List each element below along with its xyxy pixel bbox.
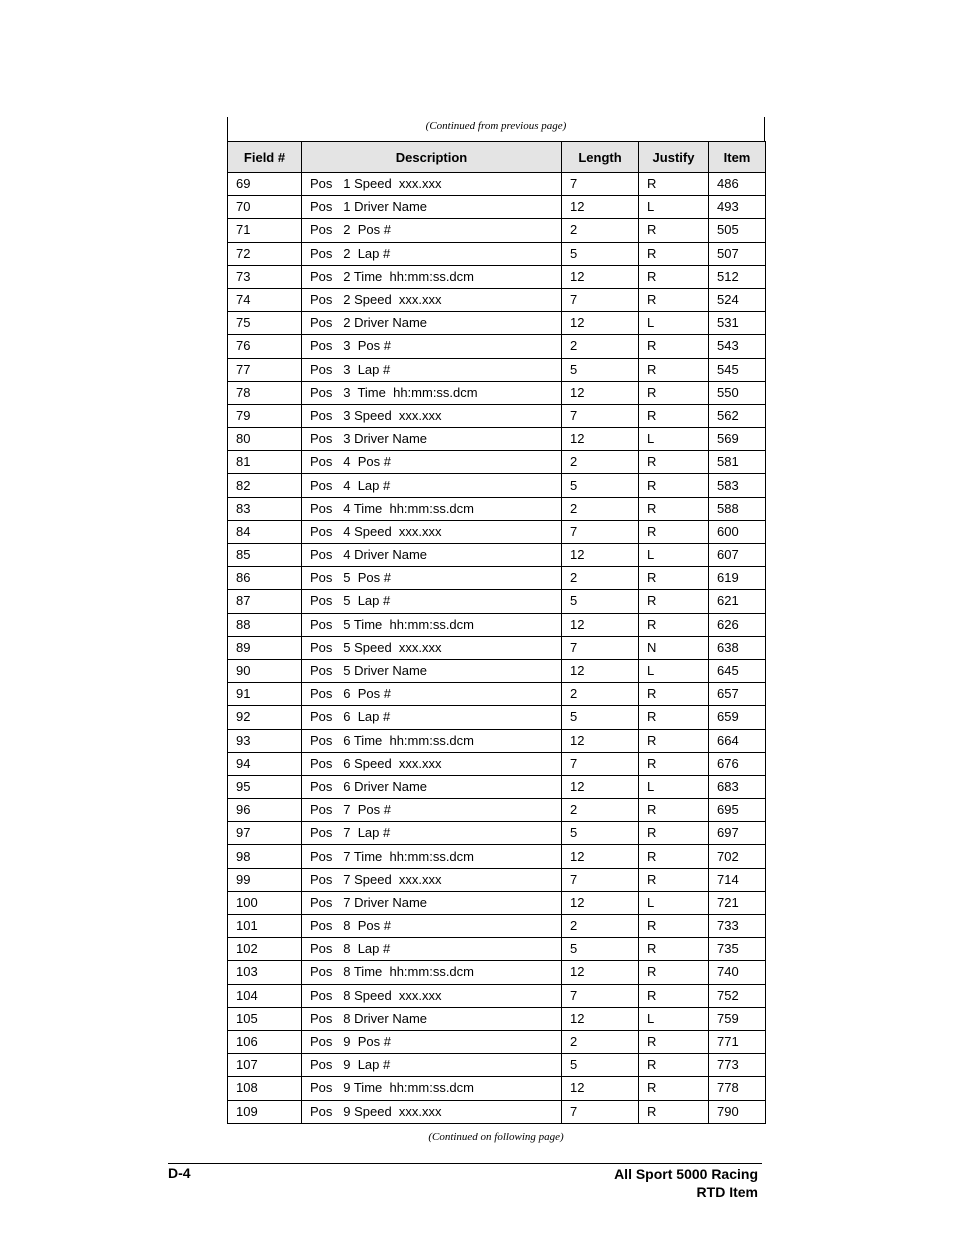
description-cell: Pos 4 Time hh:mm:ss.dcm — [302, 497, 562, 520]
length-cell: 12 — [562, 265, 639, 288]
length-cell: 12 — [562, 613, 639, 636]
length-cell: 2 — [562, 497, 639, 520]
item-cell: 676 — [709, 752, 766, 775]
field-number-cell: 87 — [228, 590, 302, 613]
length-cell: 5 — [562, 706, 639, 729]
continued-top-text: (Continued from previous page) — [425, 120, 567, 132]
description-cell: Pos 8 Lap # — [302, 938, 562, 961]
length-cell: 5 — [562, 358, 639, 381]
length-cell: 12 — [562, 891, 639, 914]
table-row — [228, 938, 766, 961]
item-cell: 550 — [709, 381, 766, 404]
field-number-cell: 76 — [228, 335, 302, 358]
description-cell: Pos 7 Lap # — [302, 822, 562, 845]
item-cell: 733 — [709, 915, 766, 938]
description-cell: Pos 5 Pos # — [302, 567, 562, 590]
description-cell: Pos 8 Pos # — [302, 915, 562, 938]
length-cell: 12 — [562, 1077, 639, 1100]
field-number-cell: 82 — [228, 474, 302, 497]
table-row — [228, 381, 766, 404]
item-cell: 621 — [709, 590, 766, 613]
item-cell: 505 — [709, 219, 766, 242]
justify-cell: L — [639, 1007, 709, 1030]
justify-cell: R — [639, 868, 709, 891]
description-cell: Pos 3 Speed xxx.xxx — [302, 404, 562, 427]
field-number-cell: 70 — [228, 196, 302, 219]
item-cell: 657 — [709, 683, 766, 706]
table-row — [228, 845, 766, 868]
table-row — [228, 659, 766, 682]
description-cell: Pos 7 Driver Name — [302, 891, 562, 914]
field-number-cell: 90 — [228, 659, 302, 682]
justify-cell: R — [639, 590, 709, 613]
justify-cell: R — [639, 752, 709, 775]
table-row — [228, 706, 766, 729]
length-cell: 2 — [562, 567, 639, 590]
table-row — [228, 822, 766, 845]
table-row — [228, 961, 766, 984]
table-row — [228, 520, 766, 543]
description-cell: Pos 8 Time hh:mm:ss.dcm — [302, 961, 562, 984]
field-number-cell: 99 — [228, 868, 302, 891]
table-row — [228, 219, 766, 242]
item-cell: 638 — [709, 636, 766, 659]
field-number-cell: 96 — [228, 799, 302, 822]
description-cell: Pos 5 Driver Name — [302, 659, 562, 682]
table-row — [228, 544, 766, 567]
item-cell: 493 — [709, 196, 766, 219]
item-cell: 524 — [709, 288, 766, 311]
item-cell: 600 — [709, 520, 766, 543]
justify-cell: R — [639, 219, 709, 242]
item-cell: 581 — [709, 451, 766, 474]
length-cell: 7 — [562, 868, 639, 891]
item-cell: 721 — [709, 891, 766, 914]
item-cell: 583 — [709, 474, 766, 497]
length-cell: 7 — [562, 752, 639, 775]
header-item: Item — [709, 142, 766, 173]
justify-cell: R — [639, 1054, 709, 1077]
table-row — [228, 196, 766, 219]
item-cell: 773 — [709, 1054, 766, 1077]
table-row — [228, 1100, 766, 1123]
item-cell: 702 — [709, 845, 766, 868]
field-number-cell: 91 — [228, 683, 302, 706]
justify-cell: R — [639, 683, 709, 706]
item-cell: 759 — [709, 1007, 766, 1030]
item-cell: 569 — [709, 428, 766, 451]
justify-cell: R — [639, 799, 709, 822]
item-cell: 607 — [709, 544, 766, 567]
field-number-cell: 109 — [228, 1100, 302, 1123]
field-number-cell: 92 — [228, 706, 302, 729]
field-number-cell: 86 — [228, 567, 302, 590]
field-number-cell: 94 — [228, 752, 302, 775]
item-cell: 545 — [709, 358, 766, 381]
table-row — [228, 1077, 766, 1100]
length-cell: 7 — [562, 636, 639, 659]
justify-cell: L — [639, 544, 709, 567]
table-row — [228, 799, 766, 822]
description-cell: Pos 2 Time hh:mm:ss.dcm — [302, 265, 562, 288]
field-number-cell: 78 — [228, 381, 302, 404]
field-number-cell: 104 — [228, 984, 302, 1007]
justify-cell: R — [639, 358, 709, 381]
justify-cell: L — [639, 775, 709, 798]
item-cell: 740 — [709, 961, 766, 984]
field-number-cell: 69 — [228, 173, 302, 196]
length-cell: 2 — [562, 1030, 639, 1053]
justify-cell: R — [639, 381, 709, 404]
length-cell: 2 — [562, 799, 639, 822]
justify-cell: L — [639, 891, 709, 914]
field-number-cell: 72 — [228, 242, 302, 265]
field-number-cell: 93 — [228, 729, 302, 752]
continued-on-following-note: (Continued on following page) — [428, 1131, 564, 1143]
description-cell: Pos 2 Speed xxx.xxx — [302, 288, 562, 311]
field-number-cell: 101 — [228, 915, 302, 938]
table-row — [228, 404, 766, 427]
length-cell: 7 — [562, 1100, 639, 1123]
justify-cell: R — [639, 404, 709, 427]
justify-cell: R — [639, 1030, 709, 1053]
length-cell: 7 — [562, 984, 639, 1007]
field-number-cell: 80 — [228, 428, 302, 451]
length-cell: 12 — [562, 1007, 639, 1030]
table-row — [228, 636, 766, 659]
field-number-cell: 103 — [228, 961, 302, 984]
description-cell: Pos 3 Pos # — [302, 335, 562, 358]
continued-from-previous-note — [227, 117, 765, 141]
table-row — [228, 335, 766, 358]
description-cell: Pos 2 Driver Name — [302, 312, 562, 335]
item-cell: 697 — [709, 822, 766, 845]
justify-cell: R — [639, 845, 709, 868]
field-number-cell: 88 — [228, 613, 302, 636]
justify-cell: R — [639, 335, 709, 358]
description-cell: Pos 6 Driver Name — [302, 775, 562, 798]
justify-cell: R — [639, 451, 709, 474]
description-cell: Pos 2 Lap # — [302, 242, 562, 265]
length-cell: 2 — [562, 335, 639, 358]
item-cell: 771 — [709, 1030, 766, 1053]
description-cell: Pos 5 Speed xxx.xxx — [302, 636, 562, 659]
description-cell: Pos 6 Time hh:mm:ss.dcm — [302, 729, 562, 752]
table-row — [228, 173, 766, 196]
field-number-cell: 102 — [228, 938, 302, 961]
field-number-cell: 97 — [228, 822, 302, 845]
justify-cell: R — [639, 1077, 709, 1100]
length-cell: 12 — [562, 775, 639, 798]
footer-title-line-2: RTD Item — [696, 1184, 758, 1200]
header-length: Length — [562, 142, 639, 173]
description-cell: Pos 4 Speed xxx.xxx — [302, 520, 562, 543]
description-cell: Pos 5 Lap # — [302, 590, 562, 613]
length-cell: 5 — [562, 242, 639, 265]
justify-cell: R — [639, 520, 709, 543]
description-cell: Pos 6 Speed xxx.xxx — [302, 752, 562, 775]
justify-cell: R — [639, 938, 709, 961]
justify-cell: R — [639, 915, 709, 938]
item-cell: 486 — [709, 173, 766, 196]
justify-cell: R — [639, 984, 709, 1007]
table-row — [228, 567, 766, 590]
justify-cell: R — [639, 706, 709, 729]
field-number-cell: 84 — [228, 520, 302, 543]
item-cell: 752 — [709, 984, 766, 1007]
item-cell: 664 — [709, 729, 766, 752]
description-cell: Pos 3 Lap # — [302, 358, 562, 381]
description-cell: Pos 6 Pos # — [302, 683, 562, 706]
length-cell: 12 — [562, 544, 639, 567]
justify-cell: L — [639, 196, 709, 219]
table-row — [228, 1007, 766, 1030]
description-cell: Pos 5 Time hh:mm:ss.dcm — [302, 613, 562, 636]
justify-cell: R — [639, 1100, 709, 1123]
field-number-cell: 71 — [228, 219, 302, 242]
description-cell: Pos 3 Driver Name — [302, 428, 562, 451]
header-description: Description — [302, 142, 562, 173]
field-number-cell: 79 — [228, 404, 302, 427]
field-number-cell: 81 — [228, 451, 302, 474]
length-cell: 2 — [562, 451, 639, 474]
table-row — [228, 775, 766, 798]
description-cell: Pos 4 Driver Name — [302, 544, 562, 567]
field-number-cell: 75 — [228, 312, 302, 335]
field-number-cell: 98 — [228, 845, 302, 868]
length-cell: 2 — [562, 915, 639, 938]
item-cell: 512 — [709, 265, 766, 288]
justify-cell: R — [639, 567, 709, 590]
description-cell: Pos 7 Time hh:mm:ss.dcm — [302, 845, 562, 868]
length-cell: 5 — [562, 590, 639, 613]
length-cell: 12 — [562, 659, 639, 682]
table-row — [228, 915, 766, 938]
field-number-cell: 100 — [228, 891, 302, 914]
field-number-cell: 95 — [228, 775, 302, 798]
table-row — [228, 474, 766, 497]
justify-cell: R — [639, 288, 709, 311]
justify-cell: L — [639, 312, 709, 335]
table-header-row — [228, 142, 766, 173]
justify-cell: R — [639, 242, 709, 265]
table-row — [228, 428, 766, 451]
length-cell: 12 — [562, 196, 639, 219]
item-cell: 626 — [709, 613, 766, 636]
description-cell: Pos 9 Time hh:mm:ss.dcm — [302, 1077, 562, 1100]
length-cell: 7 — [562, 173, 639, 196]
length-cell: 12 — [562, 381, 639, 404]
justify-cell: R — [639, 173, 709, 196]
length-cell: 5 — [562, 938, 639, 961]
justify-cell: L — [639, 659, 709, 682]
length-cell: 7 — [562, 520, 639, 543]
table-row — [228, 451, 766, 474]
item-cell: 645 — [709, 659, 766, 682]
description-cell: Pos 4 Lap # — [302, 474, 562, 497]
justify-cell: L — [639, 428, 709, 451]
item-cell: 619 — [709, 567, 766, 590]
table-row — [228, 729, 766, 752]
item-cell: 695 — [709, 799, 766, 822]
length-cell: 5 — [562, 474, 639, 497]
length-cell: 12 — [562, 312, 639, 335]
justify-cell: R — [639, 497, 709, 520]
table-row — [228, 590, 766, 613]
description-cell: Pos 9 Speed xxx.xxx — [302, 1100, 562, 1123]
justify-cell: R — [639, 961, 709, 984]
description-cell: Pos 7 Speed xxx.xxx — [302, 868, 562, 891]
table-row — [228, 1054, 766, 1077]
length-cell: 5 — [562, 1054, 639, 1077]
table-row — [228, 497, 766, 520]
justify-cell: N — [639, 636, 709, 659]
header-field-number: Field # — [228, 142, 302, 173]
description-cell: Pos 4 Pos # — [302, 451, 562, 474]
description-cell: Pos 1 Driver Name — [302, 196, 562, 219]
description-cell: Pos 9 Lap # — [302, 1054, 562, 1077]
item-cell: 543 — [709, 335, 766, 358]
description-cell: Pos 3 Time hh:mm:ss.dcm — [302, 381, 562, 404]
item-cell: 659 — [709, 706, 766, 729]
footer-title-line-1: All Sport 5000 Racing — [614, 1166, 758, 1182]
description-cell: Pos 9 Pos # — [302, 1030, 562, 1053]
description-cell: Pos 7 Pos # — [302, 799, 562, 822]
field-number-cell: 89 — [228, 636, 302, 659]
header-justify: Justify — [639, 142, 709, 173]
length-cell: 12 — [562, 729, 639, 752]
length-cell: 12 — [562, 428, 639, 451]
description-cell: Pos 8 Speed xxx.xxx — [302, 984, 562, 1007]
description-cell: Pos 6 Lap # — [302, 706, 562, 729]
item-cell: 683 — [709, 775, 766, 798]
table-row — [228, 265, 766, 288]
justify-cell: R — [639, 474, 709, 497]
item-cell: 735 — [709, 938, 766, 961]
justify-cell: R — [639, 265, 709, 288]
field-number-cell: 77 — [228, 358, 302, 381]
description-cell: Pos 1 Speed xxx.xxx — [302, 173, 562, 196]
length-cell: 12 — [562, 845, 639, 868]
description-cell: Pos 2 Pos # — [302, 219, 562, 242]
field-number-cell: 106 — [228, 1030, 302, 1053]
length-cell: 7 — [562, 404, 639, 427]
length-cell: 12 — [562, 961, 639, 984]
table-row — [228, 312, 766, 335]
table-row — [228, 242, 766, 265]
item-cell: 588 — [709, 497, 766, 520]
length-cell: 2 — [562, 683, 639, 706]
item-cell: 790 — [709, 1100, 766, 1123]
field-spec-table — [227, 141, 766, 1124]
field-number-cell: 108 — [228, 1077, 302, 1100]
justify-cell: R — [639, 822, 709, 845]
field-number-cell: 74 — [228, 288, 302, 311]
table-row — [228, 752, 766, 775]
table-row — [228, 358, 766, 381]
table-row — [228, 1030, 766, 1053]
justify-cell: R — [639, 613, 709, 636]
table-row — [228, 288, 766, 311]
item-cell: 531 — [709, 312, 766, 335]
page-number: D-4 — [168, 1165, 191, 1181]
field-number-cell: 73 — [228, 265, 302, 288]
table-row — [228, 891, 766, 914]
length-cell: 2 — [562, 219, 639, 242]
field-number-cell: 105 — [228, 1007, 302, 1030]
item-cell: 507 — [709, 242, 766, 265]
footer-title — [614, 1165, 758, 1201]
justify-cell: R — [639, 729, 709, 752]
length-cell: 7 — [562, 288, 639, 311]
item-cell: 778 — [709, 1077, 766, 1100]
length-cell: 5 — [562, 822, 639, 845]
table-row — [228, 868, 766, 891]
footer-divider — [168, 1163, 762, 1164]
table-body — [228, 173, 766, 1124]
table-row — [228, 613, 766, 636]
description-cell: Pos 8 Driver Name — [302, 1007, 562, 1030]
field-number-cell: 83 — [228, 497, 302, 520]
field-number-cell: 85 — [228, 544, 302, 567]
table-row — [228, 984, 766, 1007]
table-row — [228, 683, 766, 706]
field-number-cell: 107 — [228, 1054, 302, 1077]
item-cell: 562 — [709, 404, 766, 427]
item-cell: 714 — [709, 868, 766, 891]
